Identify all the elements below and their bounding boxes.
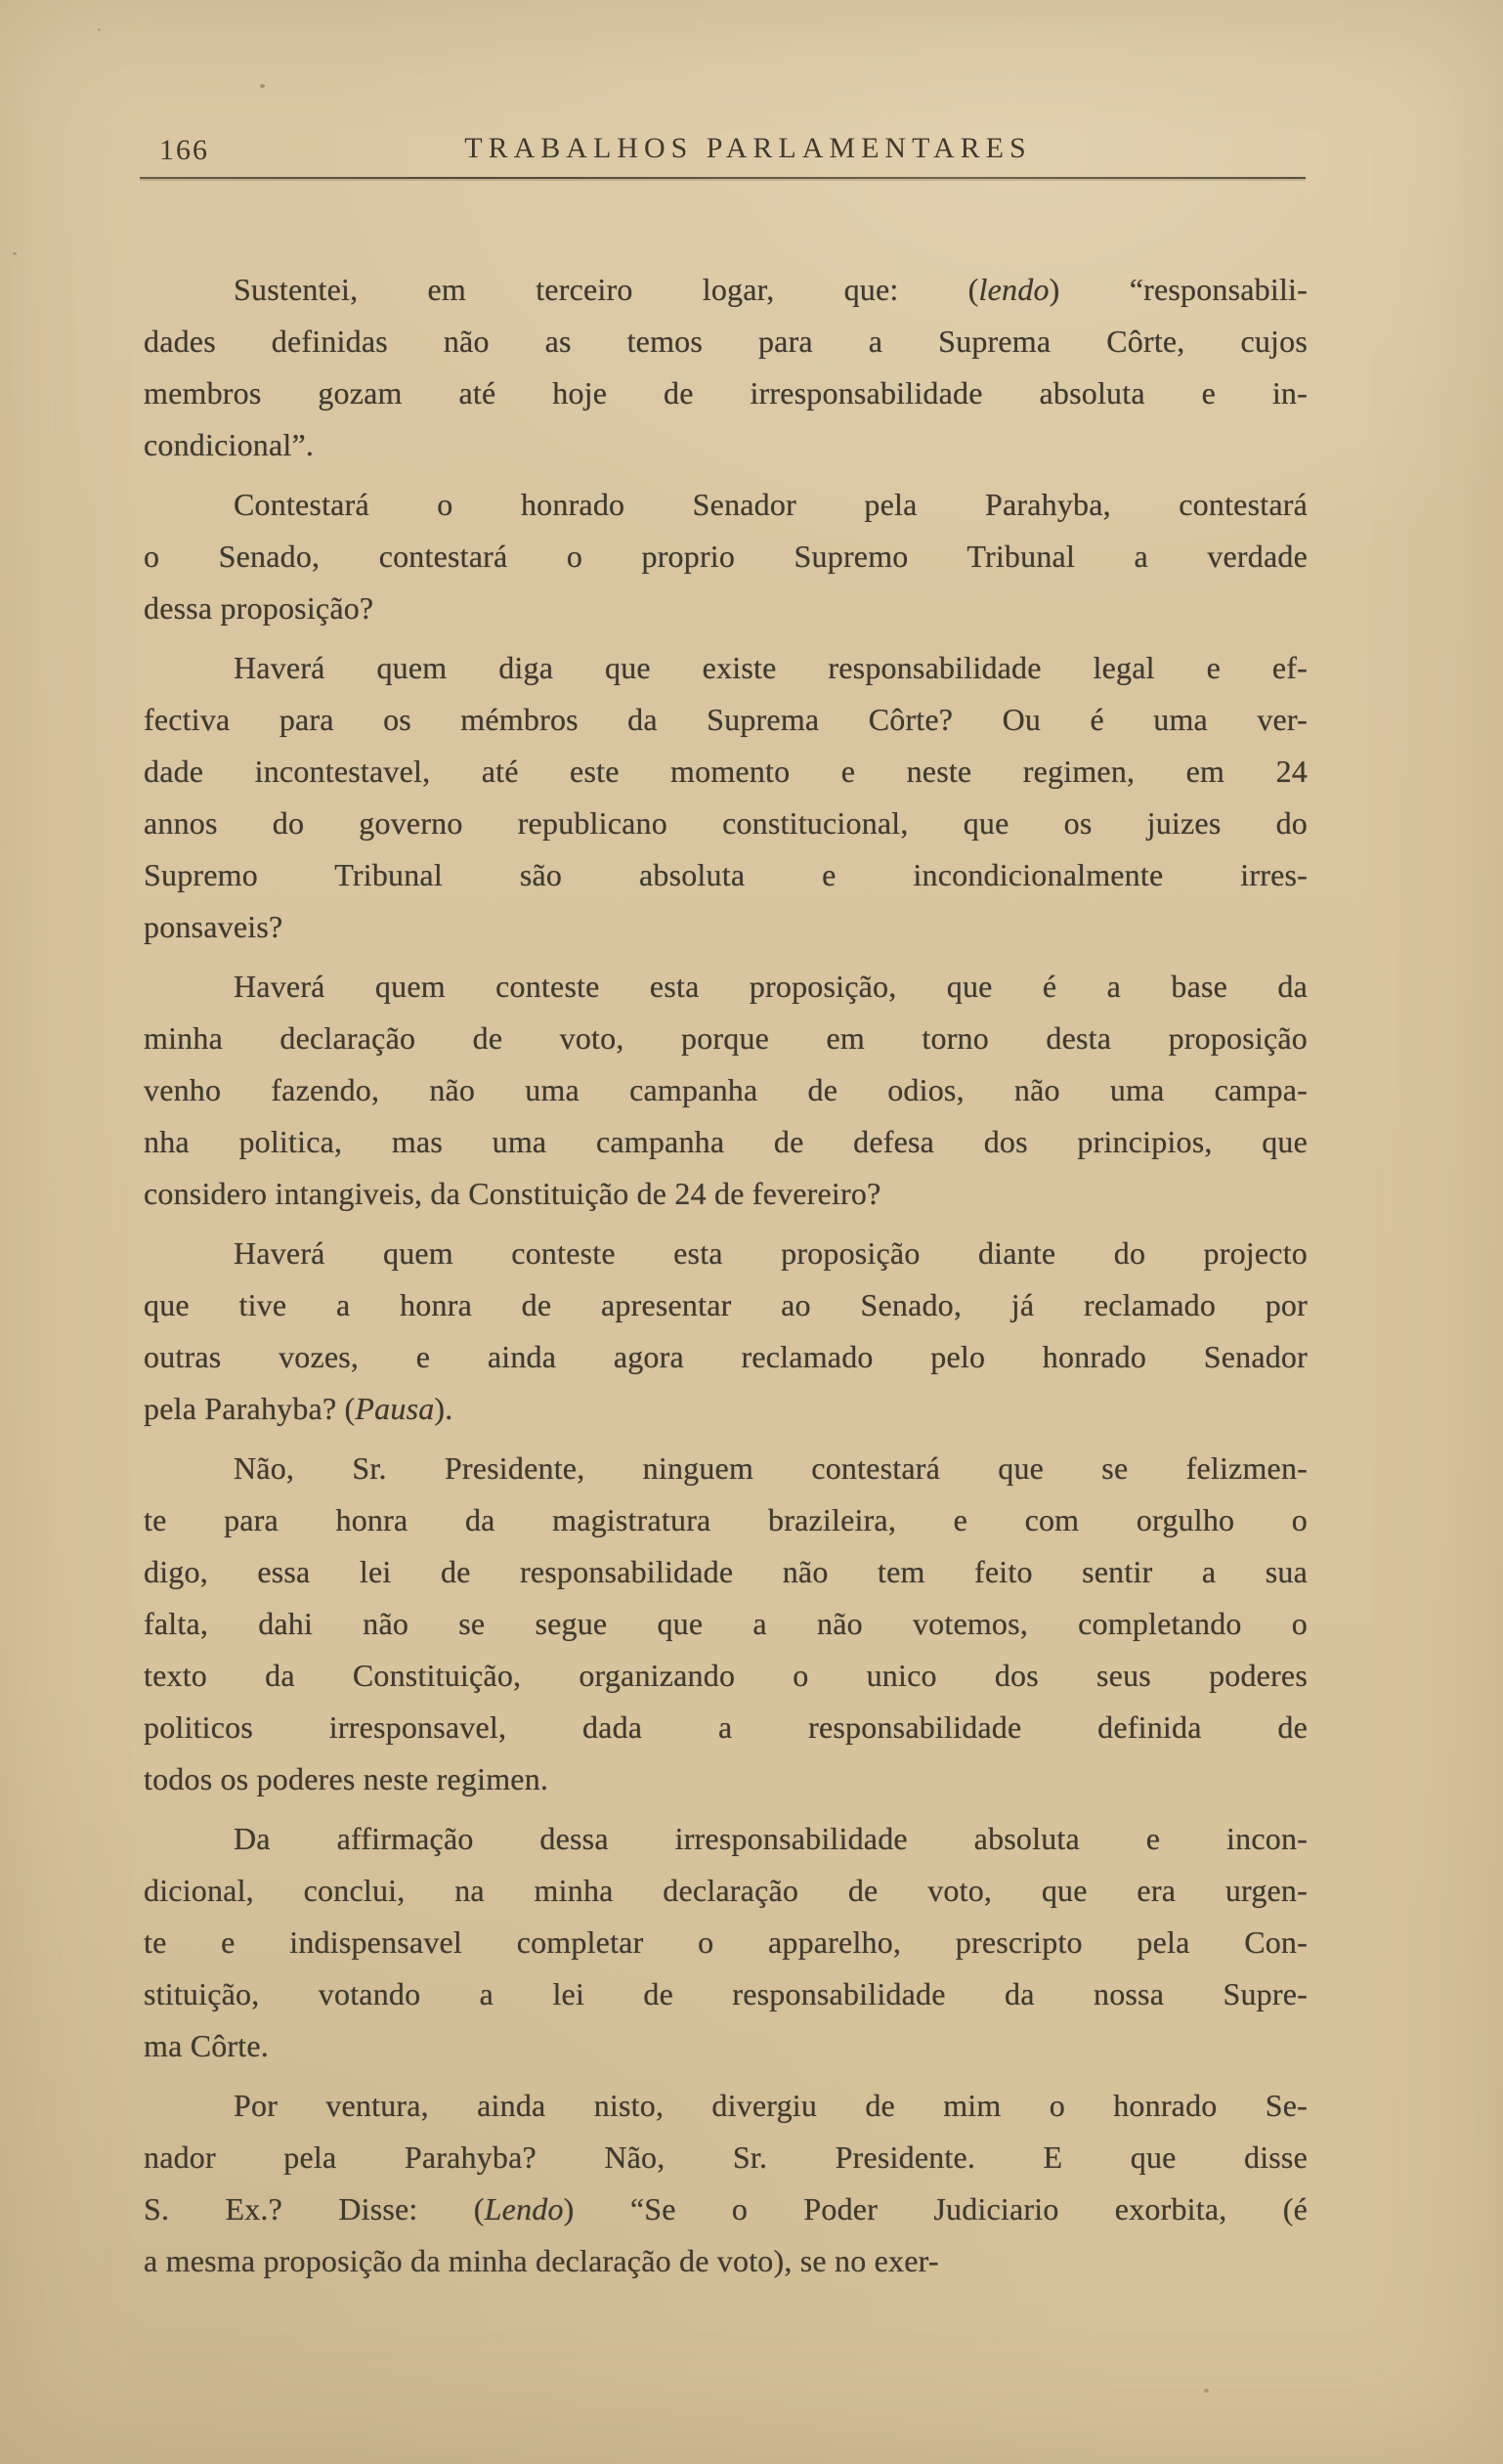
text-line — [144, 531, 1308, 583]
text-segment: a mesma proposição da minha declaração de voto), se no exer- — [144, 2243, 939, 2278]
text-segment: outras vozes, e ainda agora reclamado pelo honrado Senador — [144, 1339, 1308, 1374]
paragraph — [144, 264, 1308, 471]
text-line — [144, 798, 1308, 849]
header-rule — [140, 177, 1306, 179]
paragraph — [144, 1443, 1308, 1805]
text-line — [144, 1865, 1308, 1917]
text-segment: considero intangiveis, da Constituição de 24 de fevereiro? — [144, 1176, 881, 1211]
italic-segment: lendo — [978, 272, 1050, 307]
text-line — [144, 2080, 1308, 2132]
text-line — [144, 479, 1308, 531]
text-segment: te e indispensavel completar o apparelho, prescripto pela Con- — [144, 1924, 1308, 1960]
text-line — [144, 1968, 1308, 2020]
text-line — [144, 1383, 1308, 1435]
text-line — [144, 1702, 1308, 1753]
text-line — [144, 1650, 1308, 1702]
text-segment: Sustentei, em terceiro logar, que: ( — [234, 272, 979, 307]
text-line — [144, 2235, 1308, 2287]
text-segment: S. Ex.? Disse: ( — [144, 2191, 485, 2226]
text-segment: Supremo Tribunal são absoluta e incondicionalmente irres- — [144, 857, 1308, 892]
text-line — [144, 1013, 1308, 1064]
text-line — [144, 901, 1308, 953]
paragraph — [144, 2080, 1308, 2287]
text-segment: falta, dahi não se segue que a não votemos, completando o — [144, 1606, 1308, 1641]
text-line — [144, 1331, 1308, 1383]
text-line — [144, 1598, 1308, 1650]
text-line — [144, 1168, 1308, 1220]
text-segment: stituição, votando a lei de responsabilidade da nossa Supre- — [144, 1976, 1308, 2011]
text-line — [144, 961, 1308, 1013]
text-segment: dades definidas não as temos para a Suprema Côrte, cujos — [144, 324, 1308, 359]
text-segment: pela Parahyba? ( — [144, 1391, 356, 1426]
body-text — [144, 264, 1308, 2295]
text-line — [144, 367, 1308, 419]
text-segment: te para honra da magistratura brazileira, e com orgulho o — [144, 1502, 1308, 1537]
text-segment: dicional, conclui, na minha declaração de voto, que era urgen- — [144, 1873, 1308, 1908]
text-line — [144, 2183, 1308, 2235]
italic-segment: Lendo — [484, 2191, 564, 2226]
text-segment: Por ventura, ainda nisto, divergiu de mim o honrado Se- — [234, 2088, 1308, 2123]
text-line — [144, 419, 1308, 471]
text-segment: minha declaração de voto, porque em torno desta proposição — [144, 1020, 1308, 1056]
italic-segment: Pausa — [355, 1391, 435, 1426]
text-line — [144, 1813, 1308, 1865]
text-segment: texto da Constituição, organizando o unico dos seus poderes — [144, 1658, 1308, 1693]
text-line — [144, 1228, 1308, 1279]
text-segment: ) “responsabili- — [1049, 272, 1308, 307]
text-segment: Haverá quem conteste esta proposição diante do projecto — [234, 1235, 1308, 1271]
text-line — [144, 642, 1308, 694]
text-segment: condicional”. — [144, 427, 315, 462]
text-line — [144, 1443, 1308, 1494]
text-line — [144, 1064, 1308, 1116]
text-segment: Não, Sr. Presidente, ninguem contestará que se felizmen- — [234, 1450, 1308, 1486]
text-segment: Haverá quem diga que existe responsabilidade legal e ef- — [234, 650, 1308, 685]
paragraph — [144, 479, 1308, 634]
text-line — [144, 849, 1308, 901]
text-segment: ponsaveis? — [144, 909, 283, 944]
paragraph — [144, 1228, 1308, 1435]
paper-speck — [98, 28, 101, 31]
text-line — [144, 1279, 1308, 1331]
text-segment: Contestará o honrado Senador pela Parahyba, contestará — [234, 487, 1308, 522]
text-segment: membros gozam até hoje de irresponsabilidade absoluta e in- — [144, 375, 1308, 411]
text-segment: Haverá quem conteste esta proposição, que é a base da — [234, 969, 1308, 1004]
text-line — [144, 1494, 1308, 1546]
text-line — [144, 1116, 1308, 1168]
text-segment: que tive a honra de apresentar ao Senado, já reclamado por — [144, 1287, 1308, 1322]
text-segment: o Senado, contestará o proprio Supremo Tribunal a verdade — [144, 539, 1308, 574]
text-segment: todos os poderes neste regimen. — [144, 1761, 549, 1796]
text-line — [144, 1546, 1308, 1598]
text-line — [144, 746, 1308, 798]
text-segment: nha politica, mas uma campanha de defesa dos principios, que — [144, 1124, 1308, 1159]
text-line — [144, 583, 1308, 634]
text-segment: digo, essa lei de responsabilidade não tem feito sentir a sua — [144, 1554, 1308, 1589]
page-header — [144, 131, 1308, 172]
text-segment: ). — [434, 1391, 453, 1426]
paragraph — [144, 642, 1308, 953]
running-title: TRABALHOS PARLAMENTARES — [464, 132, 1032, 164]
text-segment: Da affirmação dessa irresponsabilidade absoluta e incon- — [234, 1821, 1308, 1856]
paper-speck — [13, 252, 17, 255]
paper-speck — [1204, 2389, 1209, 2393]
text-segment: venho fazendo, não uma campanha de odios, não uma campa- — [144, 1072, 1308, 1107]
text-segment: ma Côrte. — [144, 2028, 269, 2063]
text-line — [144, 2020, 1308, 2072]
paper-speck — [260, 84, 265, 88]
text-segment: dessa proposição? — [144, 590, 374, 626]
text-segment: ) “Se o Poder Judiciario exorbita, (é — [563, 2191, 1308, 2226]
text-segment: politicos irresponsavel, dada a responsabilidade definida de — [144, 1709, 1308, 1745]
text-line — [144, 264, 1308, 316]
text-line — [144, 1917, 1308, 1968]
page-number: 166 — [159, 134, 209, 166]
text-segment: nador pela Parahyba? Não, Sr. Presidente. E que disse — [144, 2140, 1308, 2175]
text-line — [144, 316, 1308, 367]
text-line — [144, 1753, 1308, 1805]
text-line — [144, 2132, 1308, 2183]
text-segment: dade incontestavel, até este momento e neste regimen, em 24 — [144, 754, 1308, 789]
text-segment: annos do governo republicano constitucional, que os juizes do — [144, 805, 1308, 841]
text-segment: fectiva para os mémbros da Suprema Côrte? Ou é uma ver- — [144, 702, 1308, 737]
paragraph — [144, 961, 1308, 1220]
text-line — [144, 694, 1308, 746]
paragraph — [144, 1813, 1308, 2072]
